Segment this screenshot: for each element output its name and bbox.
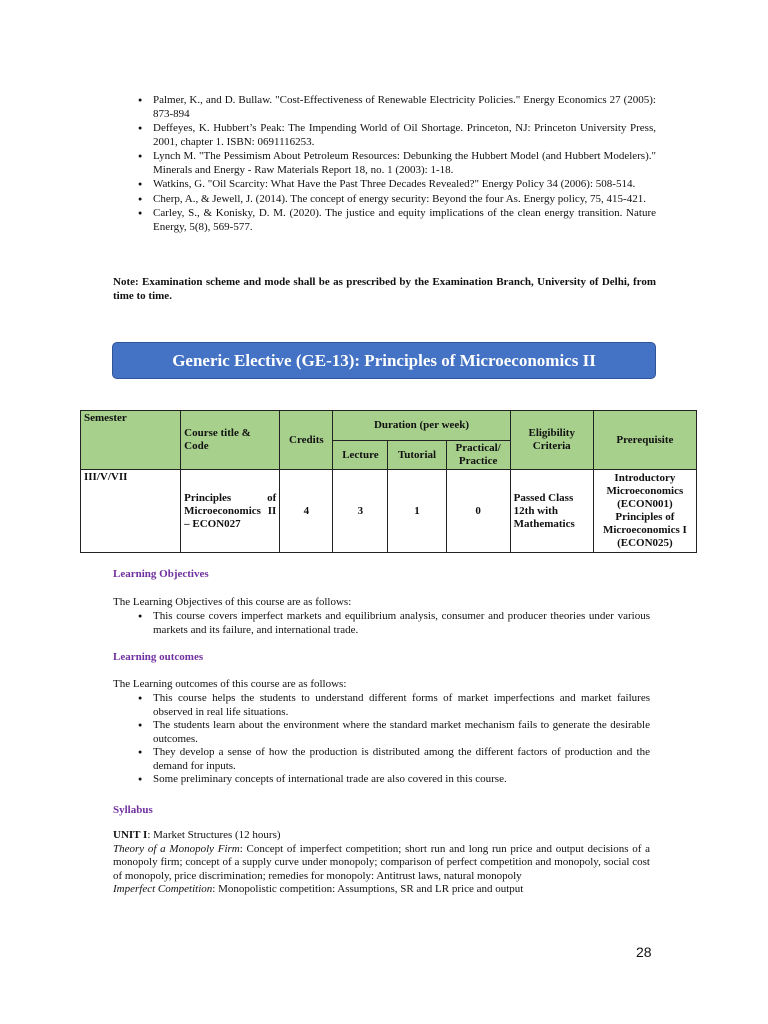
page-number: 28 (636, 944, 652, 960)
header-tutorial: Tutorial (388, 441, 446, 470)
learning-objectives-heading: Learning Objectives (113, 568, 209, 580)
header-course: Course title & Code (181, 411, 280, 470)
cell-tutorial: 1 (388, 470, 446, 553)
header-semester: Semester (81, 411, 181, 470)
reference-item: ● Cherp, A., & Jewell, J. (2014). The concept of energy security: Beyond the four As. Energy policy, 75, 415-421. (138, 193, 656, 207)
list-item: ● The students learn about the environment where the standard market mechanism fails to generate the desirable outcomes. (138, 719, 650, 746)
topic-label: Theory of a Monopoly Firm (113, 842, 240, 855)
header-lecture: Lecture (333, 441, 388, 470)
cell-semester: III/V/VII (81, 470, 181, 553)
header-practical: Practical/ Practice (446, 441, 510, 470)
learning-outcomes-list (138, 692, 650, 787)
header-credits: Credits (280, 411, 333, 470)
syllabus-heading: Syllabus (113, 804, 153, 816)
table-row (81, 470, 697, 553)
learning-objectives-list (138, 610, 650, 637)
references-list (138, 94, 656, 235)
topic-text: : Concept of imperfect competition; short run and long run price and output decisions of a monopoly firm; concept of a supply curve under monopoly; comparison of perfect competition and monopoly, social cost of monopoly, price discrimination; remedies for monopoly: Antitrust laws, natural monopoly (113, 842, 650, 882)
header-eligibility: Eligibility Criteria (510, 411, 593, 470)
cell-practical: 0 (446, 470, 510, 553)
list-item: ● Some preliminary concepts of international trade are also covered in this course. (138, 773, 650, 787)
topic-label: Imperfect Competition (113, 883, 213, 895)
unit-heading (113, 829, 650, 843)
cell-eligibility: Passed Class 12th with Mathematics (510, 470, 593, 553)
topic-text: : Monopolistic competition: Assumptions, SR and LR price and output (212, 883, 524, 895)
cell-prerequisite: Introductory Microeconomics (ECON001) Principles of Microeconomics I (ECON025) (593, 470, 696, 553)
cell-course: Principles of Microeconomics II – ECON027 (181, 470, 280, 553)
topic-paragraph (113, 883, 650, 897)
list-item: ● This course covers imperfect markets and equilibrium analysis, consumer and producer theories under various markets and its failure, and international trade. (138, 610, 650, 637)
exam-note: Note: Examination scheme and mode shall be as prescribed by the Examination Branch, University of Delhi, from time to time. (113, 276, 656, 302)
learning-outcomes-intro: The Learning outcomes of this course are as follows: (113, 678, 347, 690)
course-title-banner: Generic Elective (GE-13): Principles of Microeconomics II (112, 342, 656, 379)
reference-item: ● Watkins, G. "Oil Scarcity: What Have the Past Three Decades Revealed?" Energy Policy 34 (2006): 508-514. (138, 178, 656, 192)
unit-title: : Market Structures (12 hours) (147, 829, 281, 841)
syllabus-body (113, 829, 650, 897)
learning-outcomes-heading: Learning outcomes (113, 651, 204, 663)
learning-objectives-intro: The Learning Objectives of this course are as follows: (113, 596, 352, 608)
cell-lecture: 3 (333, 470, 388, 553)
reference-item: ● Palmer, K., and D. Bullaw. "Cost-Effectiveness of Renewable Electricity Policies." Energy Economics 27 (2005): 873-894 (138, 94, 656, 121)
reference-item: ● Carley, S., & Konisky, D. M. (2020). The justice and equity implications of the clean energy transition. Nature Energy, 5(8), 569-577. (138, 207, 656, 234)
reference-item: ● Lynch M. "The Pessimism About Petroleum Resources: Debunking the Hubbert Model (and Hubbert Modelers)." Minerals and Energy - Raw Materials Report 18, no. 1 (2003): 1-18. (138, 150, 656, 177)
reference-item: ● Deffeyes, K. Hubbert’s Peak: The Impending World of Oil Shortage. Princeton, NJ: Princeton University Press, 2001, chapter 1. ISBN: 0691116253. (138, 122, 656, 149)
topic-paragraph (113, 843, 650, 884)
list-item: ● They develop a sense of how the production is distributed among the different factors of production and the demand for inputs. (138, 746, 650, 773)
list-item: ● This course helps the students to understand different forms of market imperfections and market failures observed in real life situations. (138, 692, 650, 719)
header-duration: Duration (per week) (333, 411, 510, 441)
course-details-table (80, 410, 697, 553)
cell-credits: 4 (280, 470, 333, 553)
unit-label: UNIT I (113, 829, 148, 841)
header-prerequisite: Prerequisite (593, 411, 696, 470)
